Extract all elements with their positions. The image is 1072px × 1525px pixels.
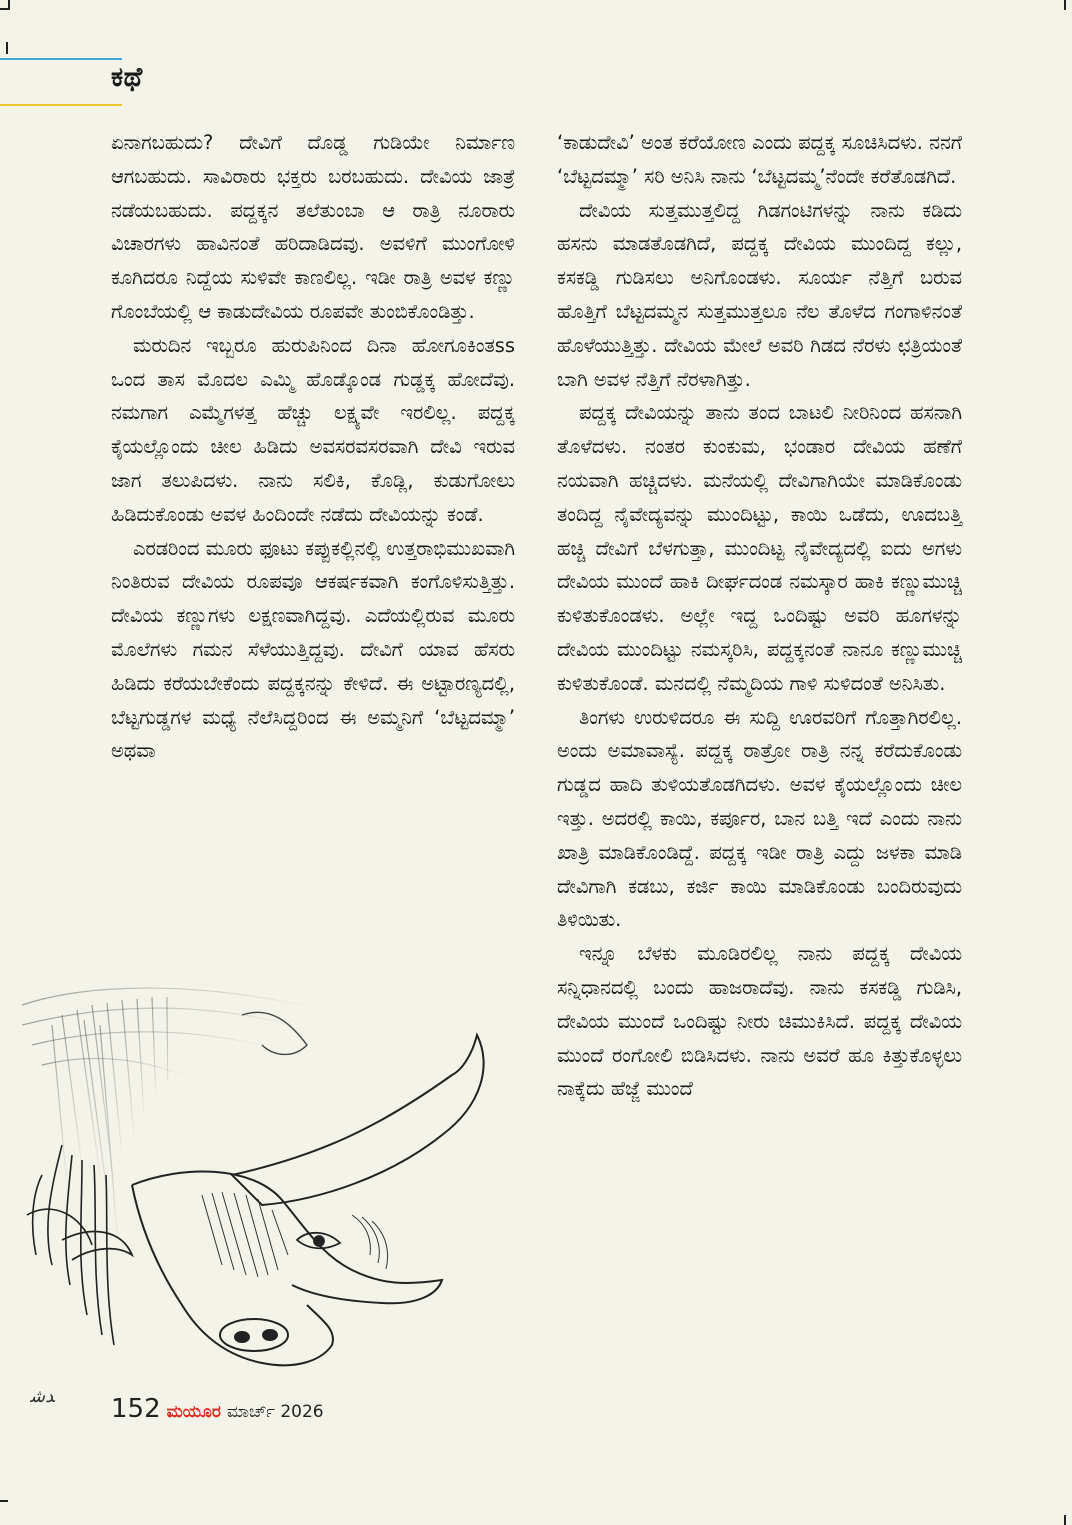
- paragraph: ಪದ್ದಕ್ಕ ದೇವಿಯನ್ನು ತಾನು ತಂದ ಬಾಟಲಿ ನೀರಿನಿಂದ ಹಸನಾಗಿ ತೊಳೆದಳು. ನಂತರ ಕುಂಕುಮ, ಭಂಡಾರ ದೇವಿಯ ಹಣೆಗೆ ನಯವಾಗಿ ಹಚ್ಚಿದಳು. ಮನೆಯಲ್ಲಿ ದೇವಿಗಾಗಿಯೇ ಮಾಡಿಕೊಂಡು ತಂದಿದ್ದ ನೈವೇದ್ಯವನ್ನು ಮುಂದಿಟ್ಟು, ಕಾಯಿ ಒಡೆದು, ಊದಬತ್ತಿ ಹಚ್ಚಿ ದೇವಿಗೆ ಬೆಳಗುತ್ತಾ, ಮುಂದಿಟ್ಟ ನೈವೇದ್ಯದಲ್ಲಿ ಐದು ಅಗಳು ದೇವಿಯ ಮುಂದೆ ಹಾಕಿ ದೀರ್ಘದಂಡ ನಮಸ್ಕಾರ ಹಾಕಿ ಕಣ್ಣುಮುಚ್ಚಿ ಕುಳಿತುಕೊಂಡಳು. ಅಲ್ಲೇ ಇದ್ದ ಒಂದಿಷ್ಟು ಅವರಿ ಹೂಗಳನ್ನು ದೇವಿಯ ಮುಂದಿಟ್ಟು ನಮಸ್ಕರಿಸಿ, ಪದ್ದಕ್ಕನಂತೆ ನಾನೂ ಕಣ್ಣುಮುಚ್ಚಿ ಕುಳಿತುಕೊಂಡೆ. ಮನದಲ್ಲಿ ನೆಮ್ಮದಿಯ ಗಾಳಿ ಸುಳಿದಂತೆ ಅನಿಸಿತು.: [557, 401, 962, 695]
- page-footer: [111, 1394, 324, 1424]
- crop-mark: [0, 1500, 8, 1502]
- paragraph: ಇನ್ನೂ ಬೆಳಕು ಮೂಡಿರಲಿಲ್ಲ ನಾನು ಪದ್ದಕ್ಕ ದೇವಿಯ ಸನ್ನಿಧಾನದಲ್ಲಿ ಬಂದು ಹಾಜರಾದೆವು. ನಾನು ಕಸಕಡ್ಡಿ ಗುಡಿಸಿ, ದೇವಿಯ ಮುಂದೆ ಒಂದಿಷ್ಟು ನೀರು ಚಿಮುಕಿಸಿದೆ. ಪದ್ದಕ್ಕ ದೇವಿಯ ಮುಂದೆ ರಂಗೋಲಿ ಬಿಡಿಸಿದಳು. ನಾನು ಅವರೆ ಹೂ ಕಿತ್ತುಕೊಳ್ಳಲು ನಾಕ್ಕೆದು ಹೆಜ್ಜೆ ಮುಂದೆ: [557, 942, 962, 1101]
- crop-mark: [6, 42, 8, 54]
- page-number: 152: [111, 1394, 161, 1424]
- section-label: ಕಥೆ: [111, 62, 143, 93]
- paragraph: ಮರುದಿನ ಇಬ್ಬರೂ ಹುರುಪಿನಿಂದ ದಿನಾ ಹೋಗೂಕಿಂತss ಒಂದ ತಾಸ ಮೊದಲ ಎಮ್ಮಿ ಹೊಡ್ಕೊಂಡ ಗುಡ್ಡಕ್ಕ ಹೋದೆವು. ನಮಗಾಗ ಎಮ್ಮೆಗಳತ್ತ ಹೆಚ್ಚು ಲಕ್ಷ್ಯವೇ ಇರಲಿಲ್ಲ. ಪದ್ದಕ್ಕ ಕೈಯಲ್ಲೊಂದು ಚೀಲ ಹಿಡಿದು ಅವಸರವಸರವಾಗಿ ದೇವಿ ಇರುವ ಜಾಗ ತಲುಪಿದಳು. ನಾನು ಸಲಿಕಿ, ಕೊಡ್ಲಿ, ಕುಡುಗೋಲು ಹಿಡಿದುಕೊಂಡು ಅವಳ ಹಿಂದಿಂದೇ ನಡೆದು ದೇವಿಯನ್ನು ಕಂಡೆ.: [111, 333, 515, 526]
- section-accent-bar-yellow: [0, 104, 122, 106]
- crop-mark: [1064, 0, 1066, 10]
- paragraph: ತಿಂಗಳು ಉರುಳಿದರೂ ಈ ಸುದ್ದಿ ಊರವರಿಗೆ ಗೊತ್ತಾಗಿರಲಿಲ್ಲ. ಅಂದು ಅಮಾವಾಸ್ಯೆ. ಪದ್ದಕ್ಕ ರಾತ್ರೋ ರಾತ್ರಿ ನನ್ನ ಕರೆದುಕೊಂಡು ಗುಡ್ಡದ ಹಾದಿ ತುಳಿಯತೊಡಗಿದಳು. ಅವಳ ಕೈಯಲ್ಲೊಂದು ಚೀಲ ಇತ್ತು. ಅದರಲ್ಲಿ ಕಾಯಿ, ಕರ್ಪೂರ, ಬಾನ ಬತ್ತಿ ಇದೆ ಎಂದು ನಾನು ಖಾತ್ರಿ ಮಾಡಿಕೊಂಡಿದ್ದೆ. ಪದ್ದಕ್ಕ ಇಡೀ ರಾತ್ರಿ ಎದ್ದು ಜಳಕಾ ಮಾಡಿ ದೇವಿಗಾಗಿ ಕಡಬು, ಕರ್ಜಿ ಕಾಯಿ ಮಾಡಿಕೊಂಡು ಬಂದಿರುವುದು ತಿಳಿಯಿತು.: [557, 705, 962, 932]
- magazine-logo: ಮಯೂರ: [166, 1402, 221, 1422]
- crop-mark: [1064, 1515, 1066, 1525]
- eye: [297, 1233, 340, 1248]
- left-text-column: [111, 126, 515, 768]
- section-accent-bar-blue: [0, 58, 122, 60]
- issue-date: ಮಾರ್ಚ್ 2026: [226, 1402, 324, 1422]
- paragraph: ಏನಾಗಬಹುದು? ದೇವಿಗೆ ದೊಡ್ಡ ಗುಡಿಯೇ ನಿರ್ಮಾಣ ಆಗಬಹುದು. ಸಾವಿರಾರು ಭಕ್ತರು ಬರಬಹುದು. ದೇವಿಯ ಜಾತ್ರೆ ನಡೆಯಬಹುದು. ಪದ್ದಕ್ಕನ ತಲೆತುಂಬಾ ಆ ರಾತ್ರಿ ನೂರಾರು ವಿಚಾರಗಳು ಹಾವಿನಂತೆ ಹರಿದಾಡಿದವು. ಅವಳಿಗೆ ಮುಂಗೋಳಿ ಕೂಗಿದರೂ ನಿದ್ದೆಯ ಸುಳಿವೇ ಕಾಣಲಿಲ್ಲ. ಇಡೀ ರಾತ್ರಿ ಅವಳ ಕಣ್ಣು ಗೊಂಬೆಯಲ್ಲಿ ಆ ಕಾಡುದೇವಿಯ ರೂಪವೇ ತುಂಬಿಕೊಂಡಿತ್ತು.: [111, 131, 515, 323]
- right-text-column: [557, 126, 962, 1106]
- nose: [220, 1319, 288, 1351]
- crop-mark: [8, 0, 10, 10]
- paragraph: ‘ಕಾಡುದೇವಿ’ ಅಂತ ಕರೆಯೋಣ ಎಂದು ಪದ್ದಕ್ಕ ಸೂಚಿಸಿದಳು. ನನಗೆ ‘ಬೆಟ್ಟದಮ್ಮಾ’ ಸರಿ ಅನಿಸಿ ನಾನು ‘ಬೆಟ್ಟದಮ್ಮ’ನೆಂದೇ ಕರೆತೊಡಗಿದೆ.: [557, 131, 962, 188]
- horn: [232, 1035, 484, 1205]
- paragraph: ಎರಡರಿಂದ ಮೂರು ಫೂಟು ಕಪ್ಪುಕಲ್ಲಿನಲ್ಲಿ ಉತ್ತರಾಭಿಮುಖವಾಗಿ ನಿಂತಿರುವ ದೇವಿಯ ರೂಪವೂ ಆಕರ್ಷಕವಾಗಿ ಕಂಗೊಳಿಸುತ್ತಿತ್ತು. ದೇವಿಯ ಕಣ್ಣುಗಳು ಲಕ್ಷಣವಾಗಿದ್ದವು. ಎದೆಯಲ್ಲಿರುವ ಮೂರು ಮೊಲೆಗಳು ಗಮನ ಸೆಳೆಯುತ್ತಿದ್ದವು. ದೇವಿಗೆ ಯಾವ ಹೆಸರು ಹಿಡಿದು ಕರೆಯಬೇಕೆಂದು ಪದ್ದಕ್ಕನನ್ನು ಕೇಳಿದೆ. ಈ ಅಟ್ಟಾರಣ್ಯದಲ್ಲಿ, ಬೆಟ್ಟಗುಡ್ಡಗಳ ಮಧ್ಯೆ ನೆಲೆಸಿದ್ದರಿಂದ ಈ ಅಮ್ಮನಿಗೆ ‘ಬೆಟ್ಟದಮ್ಮಾ’ ಅಥವಾ: [111, 536, 515, 763]
- buffalo-illustration: [22, 985, 512, 1375]
- artist-signature: ﺪﺷ: [30, 1386, 55, 1407]
- paragraph: ದೇವಿಯ ಸುತ್ತಮುತ್ತಲಿದ್ದ ಗಿಡಗಂಟಿಗಳನ್ನು ನಾನು ಕಡಿದು ಹಸನು ಮಾಡತೊಡಗಿದೆ, ಪದ್ದಕ್ಕ ದೇವಿಯ ಮುಂದಿದ್ದ ಕಲ್ಲು, ಕಸಕಡ್ಡಿ ಗುಡಿಸಲು ಅನಿಗೊಂಡಳು. ಸೂರ್ಯ ನೆತ್ತಿಗೆ ಬರುವ ಹೊತ್ತಿಗೆ ಬೆಟ್ಟದಮ್ಮನ ಸುತ್ತಮುತ್ತಲೂ ನೆಲ ತೊಳೆದ ಗಂಗಾಳಿನಂತೆ ಹೊಳೆಯುತ್ತಿತ್ತು. ದೇವಿಯ ಮೇಲೆ ಅವರಿ ಗಿಡದ ನೆರಳು ಛತ್ರಿಯಂತೆ ಬಾಗಿ ಅವಳ ನೆತ್ತಿಗೆ ನೆರಳಾಗಿತ್ತು.: [557, 198, 962, 391]
- crop-mark: [0, 8, 8, 10]
